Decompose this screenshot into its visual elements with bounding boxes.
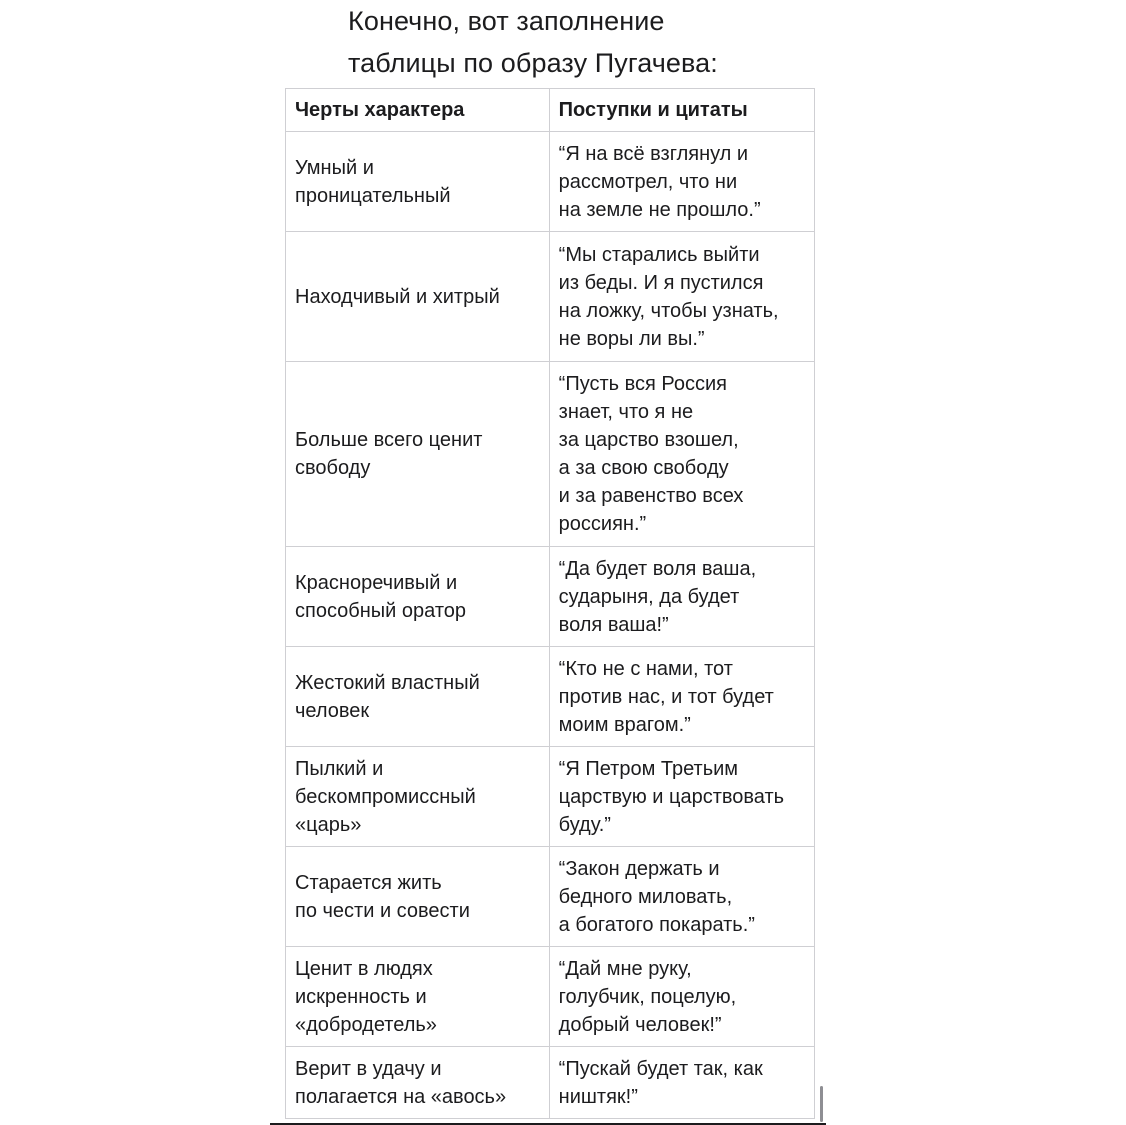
table-row bbox=[286, 362, 815, 547]
trait-cell: Жестокий властный человек bbox=[286, 647, 550, 747]
trait-cell: Ценит в людях искренность и «добродетель» bbox=[286, 947, 550, 1047]
table-row bbox=[286, 747, 815, 847]
table-header-row bbox=[286, 89, 815, 132]
trait-cell: Пылкий и бескомпромиссный «царь» bbox=[286, 747, 550, 847]
table-row bbox=[286, 647, 815, 747]
intro-line-1: Конечно, вот заполнение bbox=[348, 6, 665, 36]
trait-cell: Находчивый и хитрый bbox=[286, 232, 550, 362]
table-row bbox=[286, 947, 815, 1047]
trait-cell: Старается жить по чести и совести bbox=[286, 847, 550, 947]
table-row bbox=[286, 132, 815, 232]
quote-cell: “Мы старались выйти из беды. И я пустился на ложку, чтобы узнать, не воры ли вы.” bbox=[549, 232, 814, 362]
table-row bbox=[286, 847, 815, 947]
quote-cell: “Дай мне руку, голубчик, поцелую, добрый человек!” bbox=[549, 947, 814, 1047]
table-row bbox=[286, 232, 815, 362]
quote-cell: “Я Петром Третьим царствую и царствовать буду.” bbox=[549, 747, 814, 847]
quote-cell: “Кто не с нами, тот против нас, и тот будет моим врагом.” bbox=[549, 647, 814, 747]
quote-cell: “Пускай будет так, как ништяк!” bbox=[549, 1047, 814, 1119]
table-row bbox=[286, 547, 815, 647]
table-row bbox=[286, 1047, 815, 1119]
trait-cell: Умный и проницательный bbox=[286, 132, 550, 232]
quote-cell: “Пусть вся Россия знает, что я не за царство взошел, а за свою свободу и за равенство всех россиян.” bbox=[549, 362, 814, 547]
header-traits: Черты характера bbox=[286, 89, 550, 132]
quote-cell: “Закон держать и бедного миловать, а богатого покарать.” bbox=[549, 847, 814, 947]
quote-cell: “Да будет воля ваша, сударыня, да будет воля ваша!” bbox=[549, 547, 814, 647]
intro-line-2: таблицы по образу Пугачева: bbox=[348, 48, 718, 78]
header-quotes: Поступки и цитаты bbox=[549, 89, 814, 132]
trait-cell: Красноречивый и способный оратор bbox=[286, 547, 550, 647]
trait-cell: Верит в удачу и полагается на «авось» bbox=[286, 1047, 550, 1119]
character-traits-table bbox=[285, 88, 815, 1119]
trait-cell: Больше всего ценит свободу bbox=[286, 362, 550, 547]
response-intro bbox=[348, 0, 868, 84]
scrollbar-thumb[interactable] bbox=[820, 1086, 823, 1122]
quote-cell: “Я на всё взглянул и рассмотрел, что ни на земле не прошло.” bbox=[549, 132, 814, 232]
